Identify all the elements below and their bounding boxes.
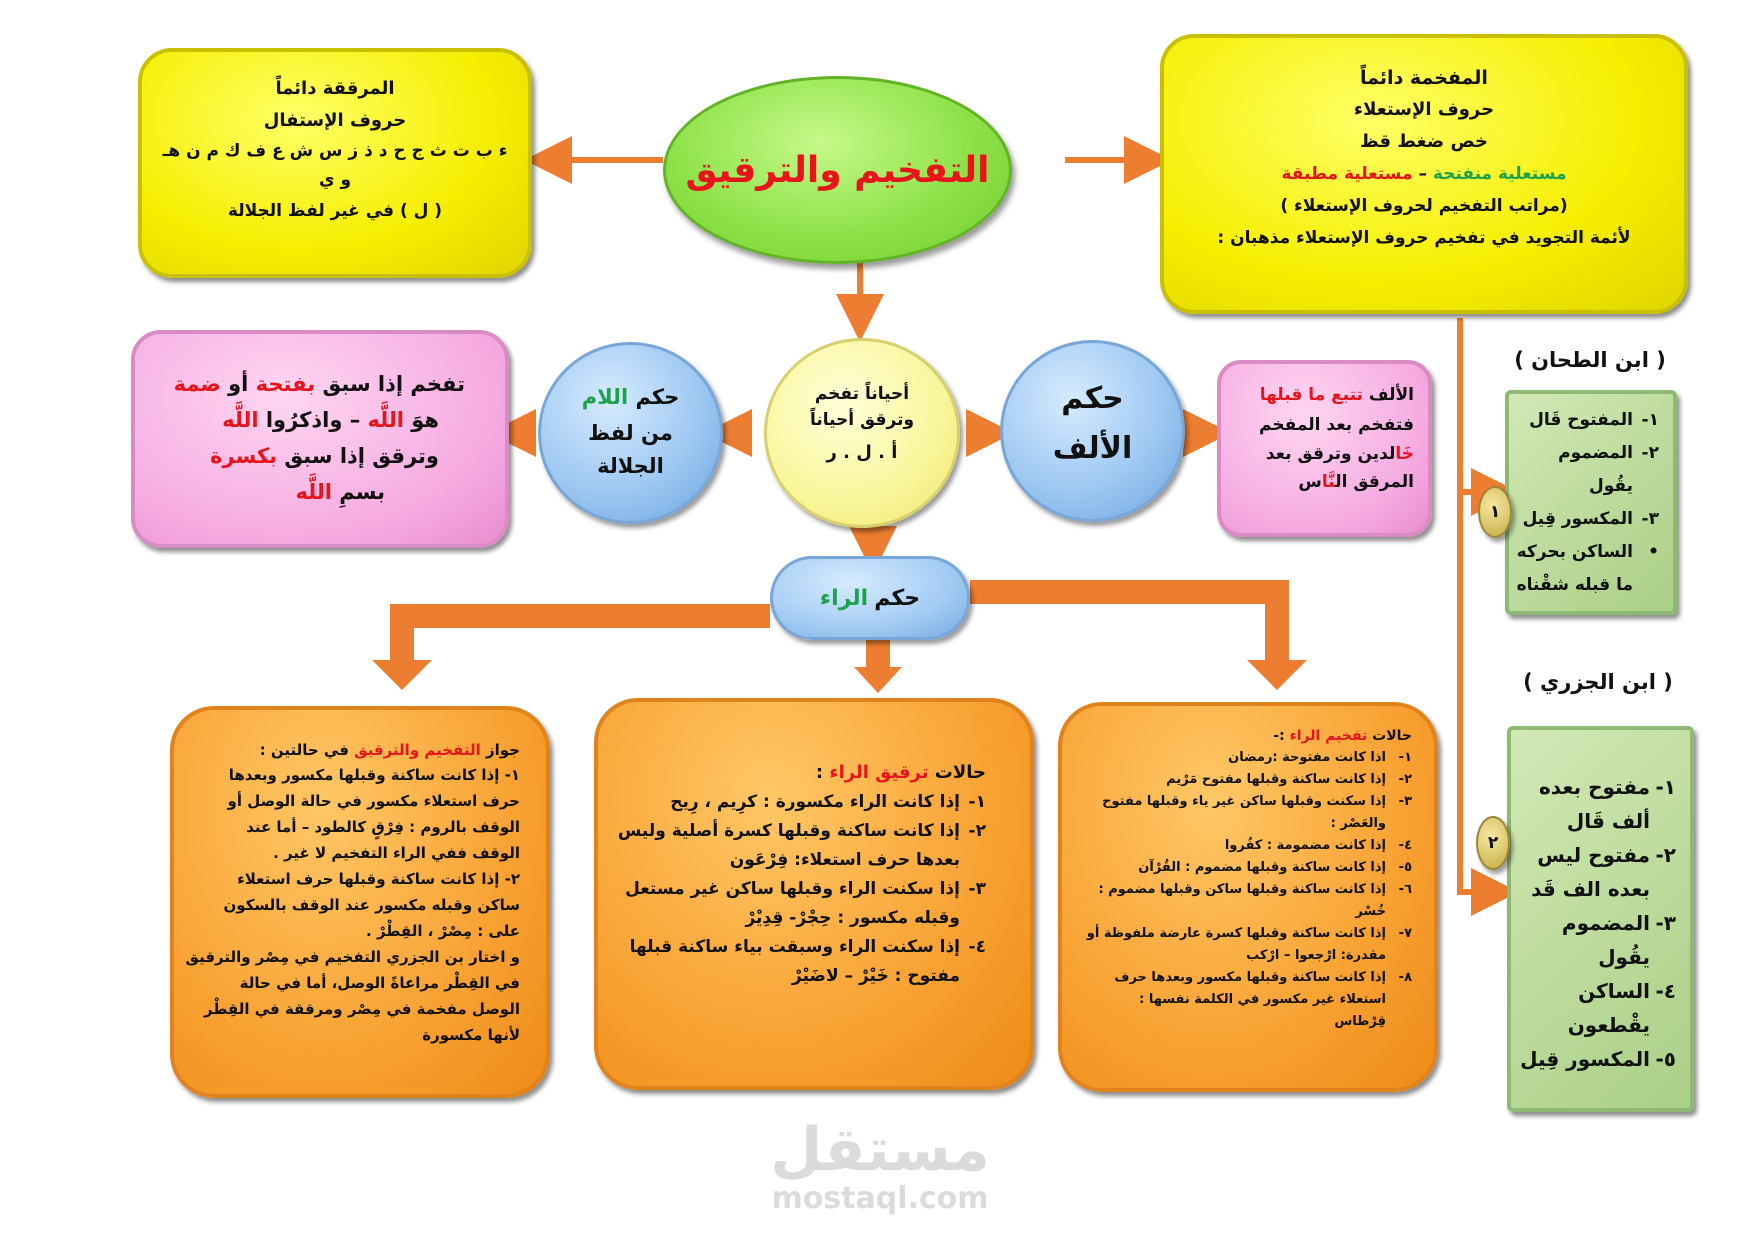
alif-box-line4-c: س [1298,472,1322,492]
tafkhim-ra-item [1080,813,1412,835]
alif-name: الألف [1052,431,1133,466]
mufakhama-types [1164,158,1684,190]
tafkhim-ra-text: إذا كانت ساكنة وقبلها ساكن وقبلها مضموم : [1098,882,1386,897]
ra-name: الراء [819,585,869,611]
jawaz-box [170,706,550,1098]
tahhan-number: ٣- [1641,509,1659,529]
tafkhim-ra-item [1080,835,1412,857]
tahhan-badge [1478,486,1512,538]
tarqiq-ra-item [626,875,986,904]
tarqiq-ra-item [617,817,986,846]
tarqiq-ra-text: إذا سكنت الراء وقبلها ساكن غير مستعل [625,879,960,899]
tahhan-text: الساكن بحركه [1516,542,1633,562]
tahhan-item [1515,503,1659,536]
tafkhim-ra-text: والعَصْر : [1330,816,1386,831]
tafkhim-ra-text: خُسْر [1355,904,1386,919]
lam-box-line4 [155,474,385,510]
tafkhim-ra-text: إذا كانت ساكنة وقبلها كسرة عارضة ملفوظة أو [1086,926,1386,941]
lam-name: اللام [581,385,629,409]
tafkhim-ra-item [1080,791,1412,813]
jazari-item [1519,838,1676,872]
lam-box-l1a: تفخم إذا سبق [322,372,465,396]
tafkhim-ra-text: إذا كانت مضمومة : كفُروا [1224,838,1386,853]
tahhan-number: • [1648,542,1659,562]
tafkhim-ra-number: ١- [1398,750,1412,765]
lam-box-l3a: وترقق إذا سبق [284,444,439,468]
alif-hukm: حكم [1061,381,1124,416]
tarqiq-ra-text: وقبله مكسور : حِجْرْ- قِدِيْرْ [745,908,960,928]
tafkhim-ra-text: إذا كانت ساكنة وقبلها مكسور وبعدها حرف [1114,970,1386,985]
tarqiq-ra-number: ٤- [968,937,986,957]
jazari-number: ١- [1655,775,1676,799]
tahhan-badge-number: ١ [1489,502,1501,522]
jazari-text: المضموم [1561,911,1650,935]
alif-box-line4 [1231,468,1414,496]
tarqiq-ra-item [626,962,986,991]
jawaz-line: ١- إذا كانت ساكنة وقبلها مكسور وبعدها [228,766,520,784]
jazari-text: الساكن [1578,979,1650,1003]
tarqiq-ra-list [617,788,986,991]
tafkhim-ra-heading-c: :- [1273,728,1285,744]
lam-circle [538,342,723,524]
page-title: التفخيم والترقيق [685,149,990,191]
jawaz-heading [194,738,520,762]
jawaz-line: الوصل مفخمة في مِصْر ومرققة في القِطْر [203,1000,520,1018]
tafkhim-ra-item [1080,1011,1412,1033]
tahhan-text: المكسور قِيل [1522,509,1633,529]
tarqiq-ra-text: إذا سكنت الراء وسبقت بياء ساكنة قبلها [629,937,960,957]
alif-box-line3-rest: لدين وترقق بعد [1265,444,1396,464]
tahhan-list [1515,404,1659,602]
arrow-ra-to-tarqiq [854,640,902,693]
jazari-text: بعده الف قَد [1531,877,1650,901]
lam-box-l2c: – واذكرُوا [265,408,361,432]
arrow-ra-to-tafkhim [970,580,1307,690]
jawaz-line: على : مِصْرْ ، القِطْرْ . [366,922,520,940]
muraqqaqa-line1: حروف الإستفال [263,110,407,131]
jazari-number: ٣- [1655,911,1676,935]
jawaz-heading-c: في حالتين : [259,741,349,759]
tarqiq-ra-text: إذا كانت ساكنة وقبلها كسرة أصلية وليس [617,821,960,841]
lam-box-line3 [155,438,439,474]
alif-box-follows: تتبع ما قبلها [1259,385,1363,405]
tafkhim-ra-item [1080,923,1412,945]
tahhan-box [1505,390,1677,615]
jawaz-list [185,762,520,1048]
tarqiq-ra-item [626,933,986,962]
lam-line1 [541,379,720,415]
tarqiq-ra-heading-a: حالات [934,762,986,783]
lam-box-allah2: اللَّه [222,408,259,432]
mufakhama-box [1160,34,1688,314]
tafkhim-ra-number: ٨- [1398,970,1412,985]
tafkhim-ra-heading-a: حالات [1372,728,1412,744]
tarqiq-ra-heading-b: ترقيق الراء [829,762,929,783]
tafkhim-ra-text: إذا سكنت وقبلها ساكن غير ياء وقبلها مفتوح [1102,794,1386,809]
jazari-heading: ( ابن الجزري ) [1523,670,1673,694]
jazari-item [1519,1042,1676,1076]
jazari-item [1519,872,1676,906]
tafkhim-ra-number: ٣- [1398,794,1412,809]
muraqqaqa-letters2: و ي [318,170,352,190]
jawaz-line: ساكن وقبله مكسور عند الوقف بالسكون [223,896,520,914]
tarqiq-ra-item [626,788,986,817]
alif-box-alif: الألف [1368,385,1414,405]
jazari-text: مفتوح بعده [1538,775,1650,799]
tafkhim-ra-text: إذا كانت ساكنة وقبلها مضموم : القُرْآن [1138,860,1386,875]
alif-box-nun: نَّا [1321,472,1336,492]
jawaz-line: لأنها مكسورة [422,1026,520,1044]
jazari-badge-number: ٢ [1487,833,1499,853]
tarqiq-ra-number: ٣- [968,879,986,899]
jazari-item [1519,770,1676,804]
tafkhim-ra-item [1080,967,1412,989]
jazari-text: المكسور قِيل [1520,1047,1650,1071]
jazari-item [1519,804,1676,838]
tafkhim-ra-heading-b: تفخيم الراء [1289,728,1368,744]
lam-box-l4a: بسمِ [339,480,385,504]
tafkhim-ra-item [1080,879,1412,901]
lam-box-allah1: اللَّه [367,408,404,432]
tahhan-text: يقُول [1588,476,1633,496]
tarqiq-ra-text: مفتوح : خَيْرْ – لاضَيْرْ [792,966,960,986]
jazari-number: ٢- [1655,843,1676,867]
tarqiq-ra-heading [626,758,986,788]
tarqiq-ra-text: بعدها حرف استعلاء: فِرْعَون [729,850,960,870]
mufakhama-heading: المفخمة دائماً [1360,67,1488,89]
watermark [760,1115,1000,1216]
jawaz-heading-b: التفخيم والترقيق [354,741,481,759]
lam-box-l2a: هوَ [411,408,439,432]
watermark-url: mostaql.com [771,1181,989,1216]
mufakhama-letters: خص ضغط قظ [1360,131,1488,152]
jawaz-line: ٢- إذا كانت ساكنة وقبلها حرف استعلاء [237,870,520,888]
jawaz-line: و اختار بن الجزري التفخيم في مِصْر والترقيق [185,948,520,966]
tafkhim-ra-list [1080,747,1412,1033]
jazari-item [1519,974,1676,1008]
mufakhama-type-open: مستعلية منفتحة [1432,164,1567,184]
alif-box-line1 [1231,380,1414,410]
jazari-list [1519,770,1676,1076]
tafkhim-ra-item [1080,901,1412,923]
title-ellipse [663,76,1012,264]
tafkhim-ra-number: ٦- [1398,882,1412,897]
alif-box-line3 [1231,440,1414,468]
muraqqaqa-box [138,48,532,278]
lam-line2: من لفظ [588,421,673,445]
tafkhim-ra-box [1058,702,1438,1092]
jazari-text: مفتوح ليس [1537,843,1650,867]
tafkhim-ra-item [1080,769,1412,791]
tarqiq-ra-text: إذا كانت الراء مكسورة : كرِيم ، رِيح [670,792,960,812]
mufakhama-line1: حروف الإستعلاء [1353,99,1495,120]
tarqiq-ra-heading-c: : [815,762,824,783]
tafkhim-ra-item [1080,747,1412,769]
jawaz-heading-a: جواز [486,741,520,759]
tahhan-text: ما قبله شقْناه [1516,575,1633,595]
lam-hukm: حكم [635,385,680,409]
tarqiq-ra-number: ١- [968,792,986,812]
jawaz-line: الوقف بالروم : فِرْقٍ كالطود – أما عند [246,818,520,836]
muraqqaqa-letters1: ء ب ت ث ج ح د ذ ز س ش ع ف ك م ن هـ [162,141,508,161]
line-mufakhama-to-jazari [1460,318,1495,892]
tafkhim-ra-text: اذا كانت مفتوحة :رمضان [1228,750,1386,765]
tahhan-item [1515,437,1659,470]
ra-pill [770,556,970,640]
watermark-logo: مستقل [770,1115,990,1185]
tafkhim-ra-text: مقدرة: ارْجعوا – ارْكب [1246,948,1386,963]
alif-box [1217,360,1432,537]
lam-box-line1 [155,366,465,402]
jazari-text: يقُول [1598,945,1650,969]
alif-box-line2: فتفخم بعد المفخم [1259,415,1414,435]
tahhan-text: المضموم [1558,443,1633,463]
jazari-item [1519,940,1676,974]
center-letters: أ . ل . ر [826,442,898,463]
lam-box-allah3: اللَّه [295,480,332,504]
jazari-number: ٥- [1655,1047,1676,1071]
jazari-badge [1476,816,1510,870]
mufakhama-type-dash: – [1418,164,1427,184]
ra-hukm: حكم [874,585,921,611]
center-line2: وترقق أحياناً [809,410,915,430]
jawaz-line: الوقف ففي الراء التفخيم لا غير . [273,844,520,862]
tarqiq-ra-item [626,904,986,933]
tarqiq-ra-box [594,698,1034,1090]
tarqiq-ra-number: ٢- [968,821,986,841]
lam-line3: الجلالة [597,454,664,478]
tarqiq-ra-item [626,846,986,875]
alif-circle [1000,340,1185,522]
tahhan-item [1515,404,1659,437]
tafkhim-ra-text: إذا كانت ساكنة وقبلها مفتوح مَرْيم [1166,772,1386,787]
jazari-box [1507,726,1694,1112]
mufakhama-line4: (مراتب التفخيم لحروف الإستعلاء ) [1280,196,1568,216]
tafkhim-ra-heading [1080,726,1412,747]
tafkhim-ra-number: ٤- [1398,838,1412,853]
mufakhama-line5: لأئمة التجويد في تفخيم حروف الإستعلاء مذهبان : [1217,228,1631,248]
jazari-item [1519,1008,1676,1042]
tahhan-heading: ( ابن الطحان ) [1514,348,1666,372]
mufakhama-type-closed: مستعلية مطبقة [1281,164,1413,184]
muraqqaqa-heading: المرققة دائماً [275,78,395,99]
tafkhim-ra-item [1080,857,1412,879]
tahhan-item [1515,536,1659,569]
lam-box-fatha: بفتحة [255,372,316,396]
lam-box-or: أو [228,372,249,396]
tahhan-number: ١- [1641,410,1659,430]
jawaz-line: حرف استعلاء مكسور في حالة الوصل أو [227,792,520,810]
jazari-number: ٤- [1655,979,1676,1003]
alif-box-kha: خَا [1395,444,1414,464]
tahhan-number: ٢- [1641,443,1659,463]
lam-box-line2 [155,402,439,438]
lam-box-kasra: بكسرة [210,444,278,468]
tafkhim-ra-item [1080,989,1412,1011]
muraqqaqa-line4: ( ل ) في غير لفظ الجلالة [227,201,443,221]
center-line1: أحياناً تفخم [814,384,910,404]
tafkhim-ra-number: ٧- [1398,926,1412,941]
tafkhim-ra-text: استعلاء غير مكسور في الكلمة نفسها : [1139,992,1386,1007]
tafkhim-ra-number: ٢- [1398,772,1412,787]
arrow-ra-to-jawaz [372,604,770,690]
lam-box [131,330,509,548]
tafkhim-ra-item [1080,945,1412,967]
jazari-item [1519,906,1676,940]
tafkhim-ra-text: قِرْطاس [1334,1014,1386,1029]
tahhan-item [1515,470,1659,503]
alif-box-line4-a: المرقق ال [1335,472,1414,492]
center-circle [764,338,960,528]
jazari-text: يقْطعون [1567,1013,1650,1037]
tahhan-text: المفتوح قَال [1529,410,1633,430]
tafkhim-ra-number: ٥- [1398,860,1412,875]
jawaz-line: في القِطْر مراعاةً الوصل، أما في حالة [239,974,520,992]
tahhan-item [1515,569,1659,602]
jazari-text: ألف قَال [1566,809,1650,833]
lam-box-damma: ضمة [173,372,221,396]
